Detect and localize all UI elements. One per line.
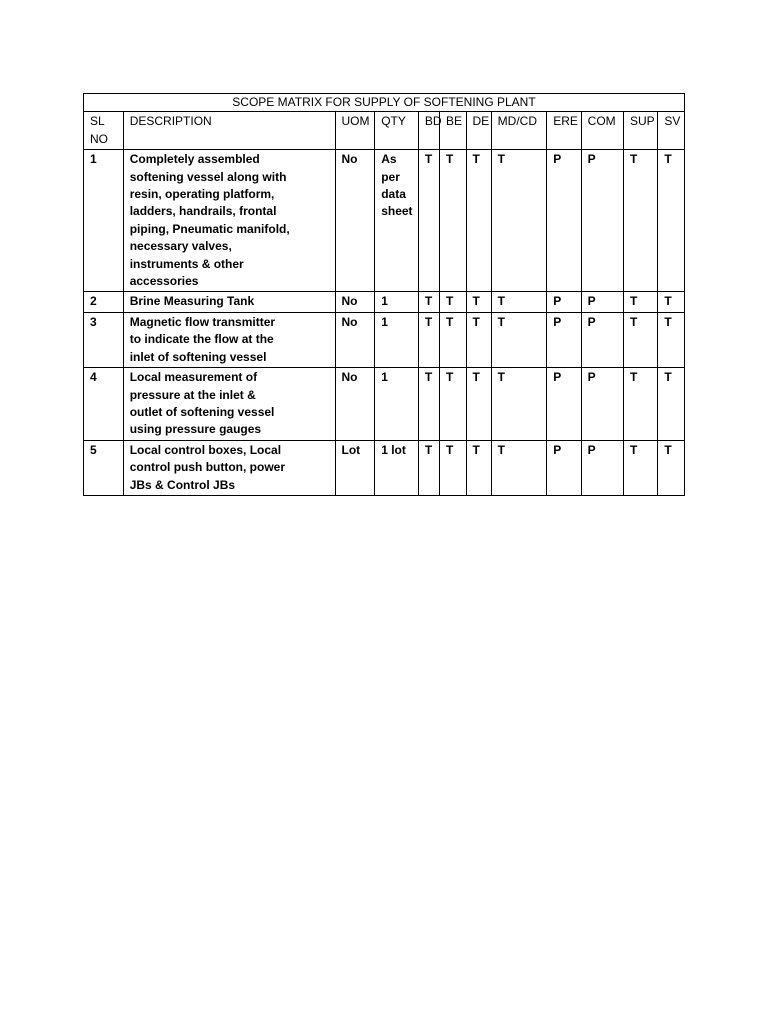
sup-cell: T: [624, 368, 658, 441]
sup-cell: T: [624, 150, 658, 292]
table-row: [84, 312, 685, 367]
qty-cell: [375, 440, 419, 495]
qty-line: 1 lot: [381, 442, 406, 457]
qty-cell: [375, 292, 419, 312]
description-line: Completely assembled: [129, 152, 260, 167]
description-line: softening vessel along with: [129, 169, 287, 184]
com-cell: P: [581, 312, 623, 367]
sv-cell: T: [658, 368, 685, 441]
sv-cell: T: [658, 150, 685, 292]
qty-line: 1: [381, 314, 388, 329]
description-line: accessories: [129, 274, 199, 289]
description-line: necessary valves,: [129, 239, 232, 254]
sl-no-cell: 2: [84, 292, 124, 312]
description-cell: [123, 368, 335, 441]
com-cell: P: [581, 440, 623, 495]
description-line: Local measurement of: [129, 370, 258, 385]
ere-cell: P: [547, 440, 581, 495]
bd-cell: T: [418, 312, 439, 367]
description-line: control push button, power: [129, 460, 286, 475]
uom-cell: No: [335, 368, 375, 441]
be-cell: T: [440, 292, 466, 312]
sup-cell: T: [624, 292, 658, 312]
header-bd: BD: [418, 112, 439, 150]
com-cell: P: [581, 368, 623, 441]
qty-line: 1: [381, 294, 388, 309]
qty-line: data: [381, 187, 406, 202]
de-cell: T: [466, 312, 491, 367]
bd-cell: T: [418, 150, 439, 292]
bd-cell: T: [418, 440, 439, 495]
description-line: JBs & Control JBs: [129, 477, 236, 492]
md-cd-cell: T: [491, 292, 547, 312]
header-be: BE: [440, 112, 466, 150]
qty-line: 1: [381, 370, 388, 385]
qty-line: per: [381, 169, 400, 184]
header-sup: SUP: [624, 112, 658, 150]
description-line: pressure at the inlet &: [129, 387, 256, 402]
de-cell: T: [466, 368, 491, 441]
header-uom: UOM: [335, 112, 375, 150]
table-row: [84, 292, 685, 312]
be-cell: T: [440, 312, 466, 367]
qty-cell: [375, 312, 419, 367]
com-cell: P: [581, 292, 623, 312]
de-cell: T: [466, 440, 491, 495]
description-line: Local control boxes, Local: [129, 442, 282, 457]
uom-cell: Lot: [335, 440, 375, 495]
qty-cell: [375, 368, 419, 441]
table-row: [84, 440, 685, 495]
table-body: [84, 150, 685, 496]
de-cell: T: [466, 292, 491, 312]
header-md-cd: MD/CD: [491, 112, 547, 150]
md-cd-cell: T: [491, 150, 547, 292]
description-line: to indicate the flow at the: [129, 332, 274, 347]
sl-no-cell: 3: [84, 312, 124, 367]
be-cell: T: [440, 368, 466, 441]
table-row: [84, 150, 685, 292]
be-cell: T: [440, 440, 466, 495]
description-cell: [123, 292, 335, 312]
uom-cell: No: [335, 292, 375, 312]
sl-no-cell: 4: [84, 368, 124, 441]
ere-cell: P: [547, 150, 581, 292]
qty-cell: [375, 150, 419, 292]
com-cell: P: [581, 150, 623, 292]
md-cd-cell: T: [491, 440, 547, 495]
header-sl-no-line1: SL: [90, 114, 105, 129]
sup-cell: T: [624, 312, 658, 367]
md-cd-cell: T: [491, 368, 547, 441]
description-cell: [123, 440, 335, 495]
bd-cell: T: [418, 292, 439, 312]
description-cell: [123, 150, 335, 292]
scope-matrix-table: [83, 93, 685, 496]
be-cell: T: [440, 150, 466, 292]
bd-cell: T: [418, 368, 439, 441]
description-line: using pressure gauges: [129, 422, 262, 437]
sv-cell: T: [658, 292, 685, 312]
header-de: DE: [466, 112, 491, 150]
description-cell: [123, 312, 335, 367]
sv-cell: T: [658, 312, 685, 367]
uom-cell: No: [335, 150, 375, 292]
sup-cell: T: [624, 440, 658, 495]
table-title: SCOPE MATRIX FOR SUPPLY OF SOFTENING PLANT: [84, 94, 685, 112]
ere-cell: P: [547, 312, 581, 367]
sv-cell: T: [658, 440, 685, 495]
sl-no-cell: 5: [84, 440, 124, 495]
header-qty: QTY: [375, 112, 419, 150]
description-line: Brine Measuring Tank: [129, 294, 255, 309]
sl-no-cell: 1: [84, 150, 124, 292]
description-line: ladders, handrails, frontal: [129, 204, 277, 219]
uom-cell: No: [335, 312, 375, 367]
description-line: piping, Pneumatic manifold,: [129, 221, 290, 236]
header-sv: SV: [658, 112, 685, 150]
header-sl-no-line2: NO: [90, 131, 108, 146]
description-line: Magnetic flow transmitter: [129, 314, 276, 329]
qty-line: sheet: [381, 204, 413, 219]
table-row: [84, 368, 685, 441]
de-cell: T: [466, 150, 491, 292]
md-cd-cell: T: [491, 312, 547, 367]
header-sl-no: [84, 112, 124, 150]
header-ere: ERE: [547, 112, 581, 150]
ere-cell: P: [547, 292, 581, 312]
ere-cell: P: [547, 368, 581, 441]
description-line: instruments & other: [129, 256, 244, 271]
description-line: outlet of softening vessel: [129, 404, 275, 419]
description-line: inlet of softening vessel: [129, 349, 267, 364]
table-header-row: [84, 112, 685, 150]
table-title-row: [84, 94, 685, 112]
qty-line: As: [381, 152, 397, 167]
header-description: DESCRIPTION: [123, 112, 335, 150]
description-line: resin, operating platform,: [129, 187, 275, 202]
header-com: COM: [581, 112, 623, 150]
